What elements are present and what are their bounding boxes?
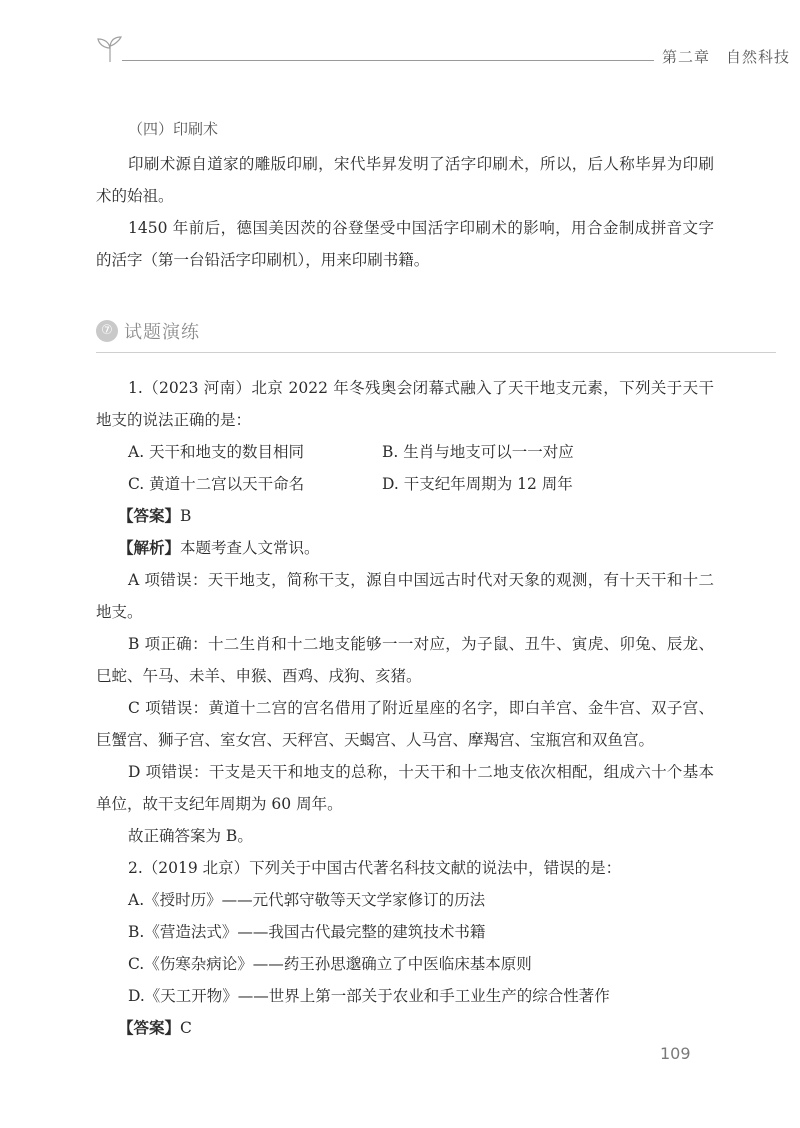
question-2-option-c: C.《伤寒杂病论》——药王孙思邈确立了中医临床基本原则: [128, 955, 532, 973]
answer-label: 【答案】: [118, 1018, 181, 1037]
question-1-option-a: A. 天干和地支的数目相同: [128, 443, 305, 461]
section-divider: [96, 352, 776, 353]
running-header: [96, 36, 791, 72]
question-1-answer: [118, 500, 714, 532]
section-header: [96, 314, 714, 350]
answer-value: B: [180, 507, 192, 525]
page-number: 109: [660, 1044, 691, 1063]
answer-label: 【答案】: [118, 506, 181, 525]
explanation-b: B 项正确：十二生肖和十二地支能够一一对应，为子鼠、丑牛、寅虎、卯兔、辰龙、巳蛇、午马、未羊、申猴、酉鸡、戌狗、亥猪。: [96, 635, 714, 685]
question-1-analysis: [118, 532, 714, 564]
printing-paragraph-2: 1450 年前后，德国美因茨的谷登堡受中国活字印刷术的影响，用合金制成拼音文字的活字（第一台铅活字印刷机），用来印刷书籍。: [96, 219, 714, 269]
question-1-stem: 1.（2023 河南）北京 2022 年冬残奥会闭幕式融入了天干地支元素，下列关于天干地支的说法正确的是：: [96, 379, 714, 429]
printing-paragraph-1: 印刷术源自道家的雕版印刷，宋代毕昇发明了活字印刷术，所以，后人称毕昇为印刷术的始祖。: [96, 155, 714, 205]
header-divider: [122, 60, 654, 61]
question-1-options-row-1: [128, 436, 714, 468]
analysis-text: 本题考查人文常识。: [180, 539, 320, 557]
question-1-options-row-2: [128, 468, 714, 500]
question-2-option-a: A.《授时历》——元代郭守敬等天文学家修订的历法: [128, 891, 486, 909]
answer-value: C: [180, 1019, 192, 1037]
question-1-option-c: C. 黄道十二宫以天干命名: [128, 475, 305, 493]
section-title: 试题演练: [124, 322, 200, 343]
question-2-option-d: D.《天工开物》——世界上第一部关于农业和手工业生产的综合性著作: [128, 987, 610, 1005]
question-2-answer: [118, 1012, 714, 1044]
explanation-c: C 项错误：黄道十二宫的宫名借用了附近星座的名字，即白羊宫、金牛宫、双子宫、巨蟹宫、狮子宫、室女宫、天秤宫、天蝎宫、人马宫、摩羯宫、宝瓶宫和双鱼宫。: [96, 699, 714, 749]
question-1-option-d: D. 干支纪年周期为 12 周年: [382, 475, 573, 493]
question-2-stem: 2.（2019 北京）下列关于中国古代著名科技文献的说法中，错误的是：: [128, 859, 622, 877]
question-2-option-b: B.《营造法式》——我国古代最完整的建筑技术书籍: [128, 923, 486, 941]
explanation-d: D 项错误：干支是天干和地支的总称，十天干和十二地支依次相配，组成六十个基本单位，故干支纪年周期为 60 周年。: [96, 763, 714, 813]
question-1-conclusion: 故正确答案为 B。: [128, 827, 253, 845]
subsection-heading: （四）印刷术: [128, 120, 219, 138]
question-1-option-b: B. 生肖与地支可以一一对应: [382, 443, 574, 461]
section-number-icon: ⑦: [96, 320, 118, 342]
explanation-a: A 项错误：天干地支，简称干支，源自中国远古时代对天象的观测，有十天干和十二地支。: [96, 571, 714, 621]
chapter-title: 第二章 自然科技: [662, 48, 791, 66]
analysis-label: 【解析】: [118, 538, 181, 557]
